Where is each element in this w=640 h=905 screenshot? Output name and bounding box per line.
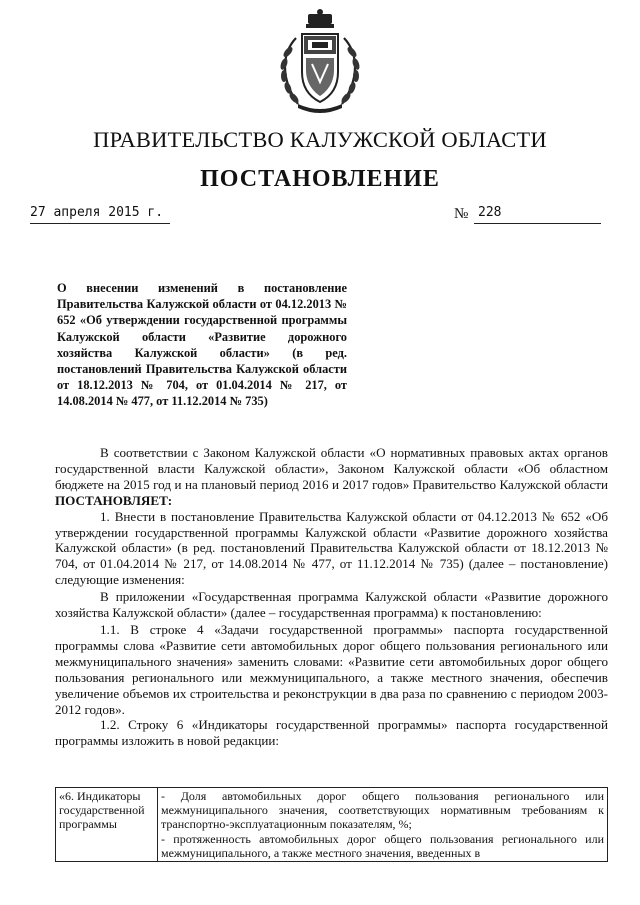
- document-type-title: ПОСТАНОВЛЕНИЕ: [200, 166, 440, 192]
- indicator-item: - протяженность автомобильных дорог общего пользования регионального или межмуниципального, а также местного значения, введенных в: [161, 831, 604, 860]
- preamble-paragraph: [55, 445, 608, 509]
- paragraph-1-1: 1.1. В строке 4 «Задачи государственной программы» паспорта государственной программы слова «Развитие сети автомобильных дорог общего пользования регионального или межмуниципального значения» заменить словами: «Развитие сети автомобильных дорог общего пользования регионального или межмуниципального, а также местного значения, обеспечив увеличение объемов их строительства и реконструкции в два раза по сравнению с периодом 2003-2012 годов».: [55, 621, 608, 717]
- document-body: [55, 445, 608, 749]
- indicator-values-cell: [158, 788, 608, 862]
- document-number: 228: [478, 205, 502, 220]
- document-subject: О внесении изменений в постановление Правительства Калужской области от 04.12.2013 № 652 «Об утверждении государственной программы Калужской области «Развитие дорожного хозяйства Калужской области» (в ред. постановлений Правительства Калужской области от 18.12.2013 № 704, от 01.04.2014 № 217, от 14.08.2014 № 477, от 11.12.2014 № 735): [57, 281, 347, 409]
- paragraph-2: В приложении «Государственная программа Калужской области «Развитие дорожного хозяйства Калужской области» (далее – государственная программа) к постановлению:: [55, 589, 608, 621]
- preamble-text: В соответствии с Законом Калужской области «О нормативных правовых актах органов государственной власти Калужской области», Законом Калужской области «Об областном бюджете на 2015 год и на плановый период 2016 и 2017 годов» Правительство Калужской области: [55, 445, 608, 492]
- coat-of-arms-emblem: [268, 8, 372, 118]
- number-sign: №: [454, 206, 469, 222]
- organization-title: ПРАВИТЕЛЬСТВО КАЛУЖСКОЙ ОБЛАСТИ: [93, 127, 547, 152]
- indicators-table: [55, 787, 608, 862]
- date-underline: [30, 223, 170, 224]
- paragraph-1-2: 1.2. Строку 6 «Индикаторы государственной программы» паспорта государственной программы изложить в новой редакции:: [55, 717, 608, 749]
- indicator-label-cell: «6. Индикаторы государственной программы: [56, 788, 158, 862]
- resolves-keyword: ПОСТАНОВЛЯЕТ:: [55, 492, 173, 508]
- document-date: 27 апреля 2015 г.: [30, 205, 164, 220]
- number-underline: [474, 223, 601, 224]
- indicator-item: - Доля автомобильных дорог общего пользования регионального или межмуниципального значения, соответствующих нормативным требованиям к транспортно-эксплуатационным показателям, %;: [161, 789, 604, 832]
- paragraph-1: 1. Внести в постановление Правительства Калужской области от 04.12.2013 № 652 «Об утверждении государственной программы Калужской области «Развитие дорожного хозяйства Калужской области» (в ред. постановлений Правительства Калужской области от 18.12.2013 № 704, от 01.04.2014 № 217, от 14.08.2014 № 477, от 11.12.2014 № 735) (далее – постановление) следующие изменения:: [55, 508, 608, 588]
- table-row: [56, 788, 608, 862]
